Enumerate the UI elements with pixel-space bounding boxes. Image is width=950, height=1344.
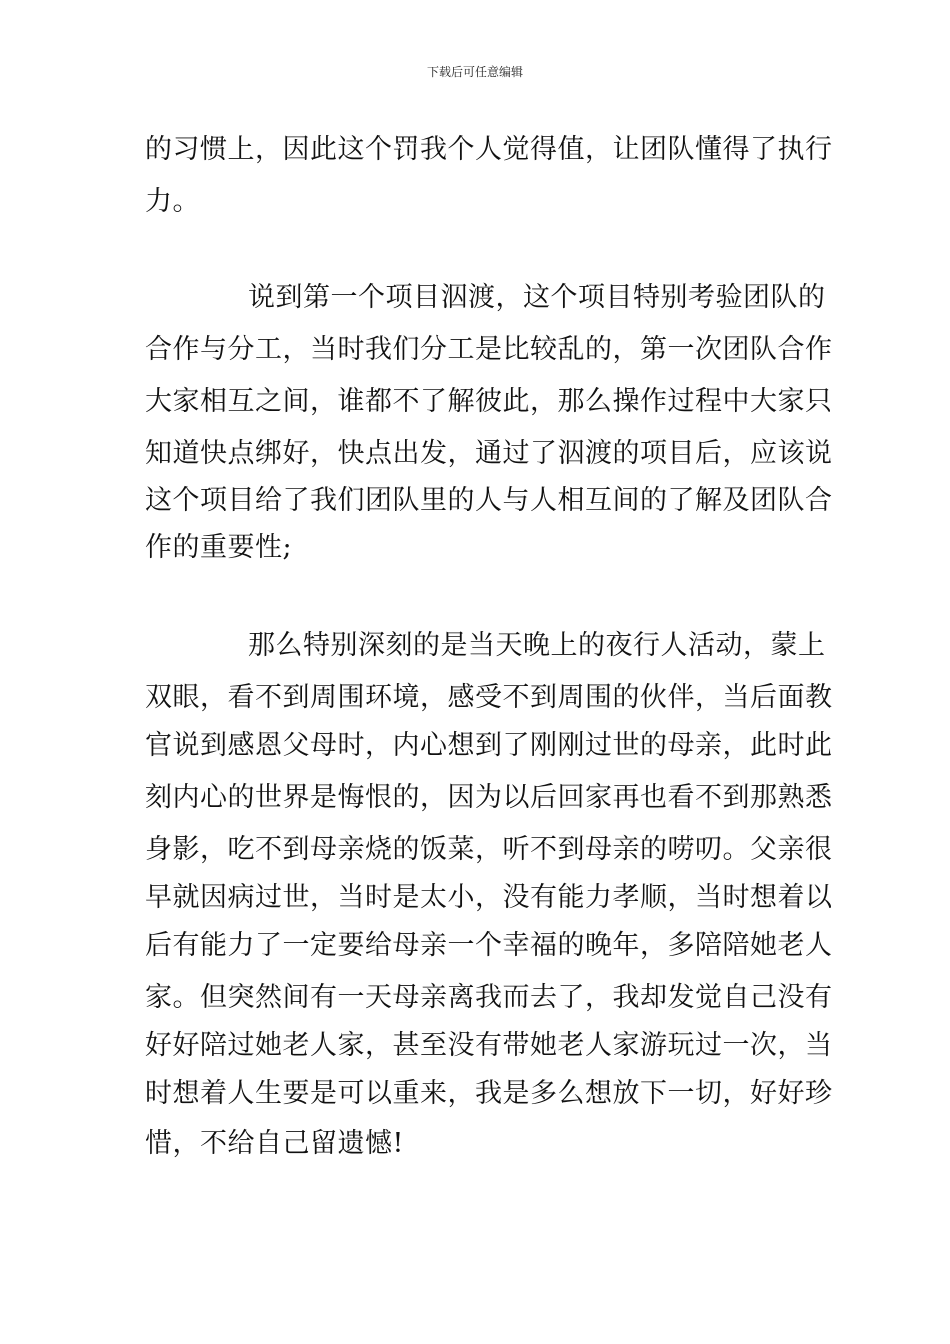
text-line: 知道快点绑好，快点出发，通过了泅渡的项目后，应该说 — [145, 438, 833, 469]
text-line: 大家相互之间，谁都不了解彼此，那么操作过程中大家只 — [145, 386, 833, 417]
text-line: 后有能力了一定要给母亲一个幸福的晚年，多陪陪她老人 — [145, 930, 833, 961]
text-line: 惜，不给自己留遗憾! — [145, 1128, 404, 1159]
text-line: 刻内心的世界是悔恨的，因为以后回家再也看不到那熟悉 — [145, 782, 833, 813]
text-line: 说到第一个项目泅渡，这个项目特别考验团队的 — [248, 282, 826, 313]
text-line: 家。但突然间有一天母亲离我而去了，我却发觉自己没有 — [145, 982, 833, 1013]
text-line: 好好陪过她老人家，甚至没有带她老人家游玩过一次，当 — [145, 1030, 833, 1061]
text-line: 的习惯上，因此这个罚我个人觉得值，让团队懂得了执行 — [145, 134, 833, 165]
text-line: 身影，吃不到母亲烧的饭菜，听不到母亲的唠叨。父亲很 — [145, 834, 833, 865]
text-line: 双眼，看不到周围环境，感受不到周围的伙伴，当后面教 — [145, 682, 833, 713]
text-line: 时想着人生要是可以重来，我是多么想放下一切，好好珍 — [145, 1078, 833, 1109]
text-line: 合作与分工，当时我们分工是比较乱的，第一次团队合作 — [145, 334, 833, 365]
text-line: 那么特别深刻的是当天晚上的夜行人活动，蒙上 — [248, 630, 826, 661]
text-line: 作的重要性; — [145, 532, 293, 563]
text-line: 早就因病过世，当时是太小，没有能力孝顺，当时想着以 — [145, 882, 833, 913]
text-line: 这个项目给了我们团队里的人与人相互间的了解及团队合 — [145, 485, 833, 516]
text-line: 官说到感恩父母时，内心想到了刚刚过世的母亲，此时此 — [145, 730, 833, 761]
text-line: 力。 — [145, 186, 200, 217]
page-header: 下载后可任意编辑 — [426, 65, 523, 79]
